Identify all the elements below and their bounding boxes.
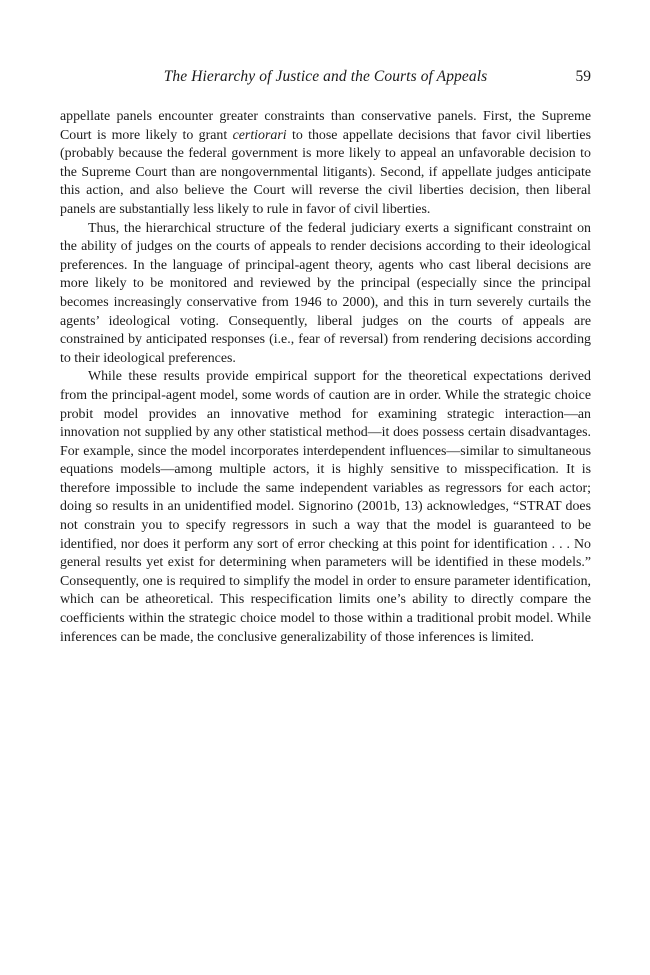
text-run: appellate panels encounter greater constraints than conservative panels. First, the Supreme Court is more likely to grant — [60, 109, 591, 143]
body-text — [60, 108, 591, 647]
italic-term: certiorari — [232, 127, 287, 143]
running-title: The Hierarchy of Justice and the Courts of Appeals — [163, 68, 488, 85]
paragraph — [60, 108, 591, 220]
page-number: 59 — [575, 68, 591, 85]
text-run: to those appellate decisions that favor civil liberties (probably because the federal government is more likely to appeal an unfavorable decision to the Supreme Court than are nongovernmental litigants). Second, if appellate judges anticipate this action, and also believe the Court will reverse the civil liberties decision, then liberal panels are substantially less likely to rule in favor of civil liberties. — [60, 127, 591, 217]
text-run: Thus, the hierarchical structure of the federal judiciary exerts a significant constraint on the ability of judges on the courts of appeals to render decisions according to their ideological preferences. In the language of principal-agent theory, agents who cast liberal decisions are more likely to be monitored and reviewed by the principal (especially since the principal becomes increasingly conservative from 1946 to 2000), and this in turn severely curtails the agents’ ideological voting. Consequently, liberal judges on the courts of appeals are constrained by anticipated responses (i.e., fear of reversal) from rendering decisions according to their ideological preferences. — [60, 220, 591, 366]
paragraph — [60, 220, 591, 369]
running-header — [60, 68, 591, 90]
paragraph — [60, 368, 591, 647]
text-run: While these results provide empirical support for the theoretical expectations derived from the principal-agent model, some words of caution are in order. While the strategic choice probit model provides an innovative method for examining strategic interaction—an innovation not supplied by any other statistical method—it does possess certain disadvantages. For example, since the model incorporates interdependent influences—similar to simultaneous equations models—among multiple actors, it is highly sensitive to misspecification. It is therefore impossible to include the same independent variables as regressors for each actor; doing so results in an unidentified model. Signorino (2001b, 13) acknowledges, “STRAT does not constrain you to specify regressors in such a way that the model is guaranteed to be identified, nor does it perform any sort of error checking at this point for identification . . . No general results yet exist for determining when parameters will be identified in these models.” Consequently, one is required to simplify the model in order to ensure parameter identification, which can be atheoretical. This respecification limits one’s ability to directly compare the coefficients within the strategic choice model to those within a traditional probit model. While inferences can be made, the conclusive generalizability of those inferences is limited. — [60, 369, 591, 645]
